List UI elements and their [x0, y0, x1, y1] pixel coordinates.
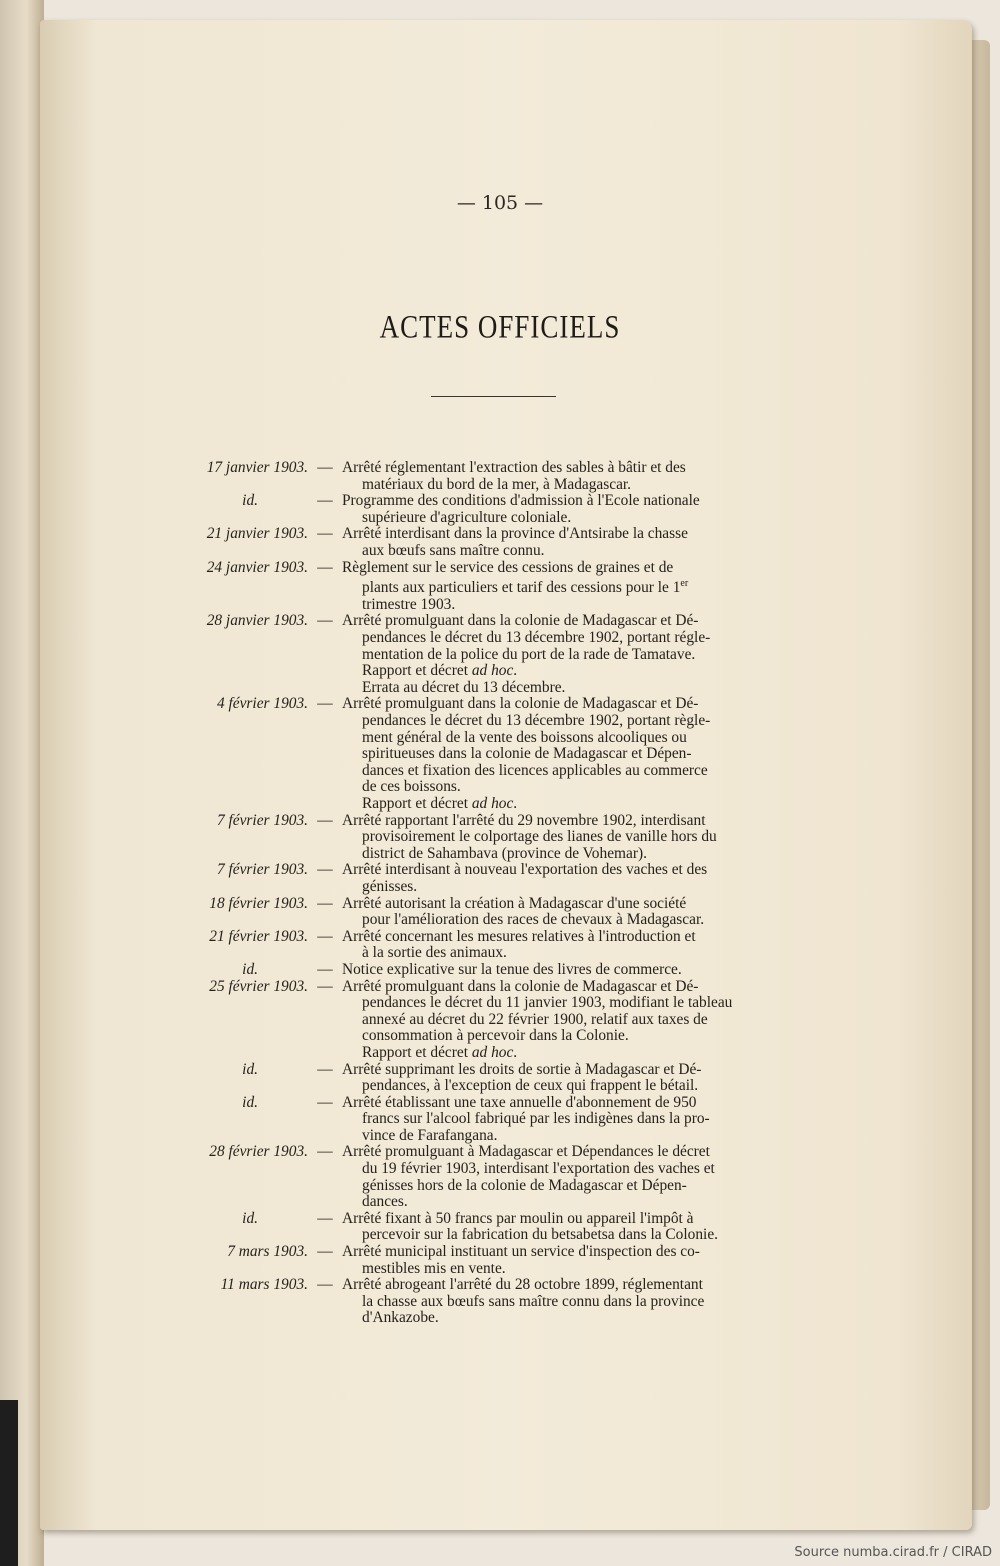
entry-text: [342, 1277, 820, 1327]
entry-date: 17 janvier 1903.: [206, 459, 308, 476]
entry-line: pendances, à l'exception de ceux qui frappent le bétail.: [362, 1077, 699, 1095]
entry-line: Arrêté fixant à 50 francs par moulin ou appareil l'impôt à: [342, 1209, 694, 1227]
entry-text: [342, 526, 820, 559]
entry-date: id.: [242, 1209, 258, 1227]
entry-line: aux bœufs sans maître connu.: [362, 541, 545, 559]
entry-date: 18 février 1903.: [209, 894, 308, 912]
entry-line: spiritueuses dans la colonie de Madagascar et Dépen-: [362, 745, 692, 763]
entry-dash: —: [317, 1143, 333, 1161]
entry-row: [150, 696, 820, 812]
entry-line: matériaux du bord de la mer, à Madagascar.: [362, 475, 632, 493]
entry-line: Arrêté interdisant dans la province d'Antsirabe la chasse: [342, 525, 688, 543]
entry-line: Arrêté promulguant dans la colonie de Madagascar et Dé-: [342, 977, 699, 995]
entry-row: [150, 1095, 820, 1145]
entry-dash: —: [317, 459, 333, 476]
entry-line: Arrêté promulguant à Madagascar et Dépendances le décret: [342, 1143, 710, 1161]
entry-text: [342, 962, 820, 979]
entry-line: ment général de la vente des boissons alcooliques ou: [362, 728, 687, 746]
entry-line: Arrêté promulguant dans la colonie de Madagascar et Dé-: [342, 695, 699, 713]
entry-line: supérieure d'agriculture coloniale.: [362, 508, 572, 526]
page-title: ACTES OFFICIELS: [379, 308, 621, 345]
entry-date: 25 février 1903.: [209, 977, 308, 995]
entry-date: 7 février 1903.: [216, 811, 308, 829]
entry-date: 28 janvier 1903.: [206, 612, 308, 630]
entry-line: Arrêté établissant une taxe annuelle d'abonnement de 950: [342, 1093, 697, 1111]
entry-line: Errata au décret du 13 décembre.: [362, 678, 566, 696]
entry-text: [342, 1062, 820, 1095]
entry-line: dances.: [362, 1193, 408, 1211]
entry-dash: —: [317, 1243, 333, 1261]
entry-dash: —: [317, 492, 333, 510]
entry-dash: —: [317, 811, 333, 829]
entry-line: percevoir sur la fabrication du betsabetsa dans la Colonie.: [362, 1226, 718, 1244]
entry-line: annexé au décret du 22 février 1900, relatif aux taxes de: [362, 1010, 708, 1028]
entry-line: génisses.: [362, 877, 418, 895]
entry-dash: —: [317, 861, 333, 879]
entry-text: [342, 696, 820, 812]
entry-line: génisses hors de la colonie de Madagascar et Dépen-: [362, 1176, 687, 1194]
entry-line: Arrêté concernant les mesures relatives à l'introduction et: [342, 927, 696, 945]
entry-row: [150, 1211, 820, 1244]
entry-dash: —: [317, 1093, 333, 1111]
entry-row: [150, 1144, 820, 1210]
entry-line: provisoirement le colportage des lianes de vanille hors du: [362, 828, 717, 846]
entry-date: 21 janvier 1903.: [206, 525, 308, 543]
entry-line: district de Sahambava (province de Vohemar).: [362, 844, 647, 862]
entry-row: [150, 560, 820, 614]
entry-row: [150, 613, 820, 696]
entry-line: d'Ankazobe.: [362, 1309, 439, 1327]
entry-line: pendances le décret du 13 décembre 1902, portant régle-: [362, 629, 711, 647]
entry-row: [150, 1062, 820, 1095]
entry-line: Arrêté supprimant les droits de sortie à Madagascar et Dé-: [342, 1060, 702, 1078]
entry-date: 28 février 1903.: [209, 1143, 308, 1161]
entry-row: [150, 979, 820, 1062]
entry-date: id.: [242, 1093, 258, 1111]
entry-line: Règlement sur le service des cessions de graines et de: [342, 558, 674, 576]
entry-line: de ces boissons.: [362, 778, 461, 796]
title-rule: [431, 396, 556, 397]
entry-date: 21 février 1903.: [209, 927, 308, 945]
entry-dash: —: [317, 612, 333, 630]
page-number: — 105 —: [456, 192, 544, 214]
entry-row: [150, 493, 820, 526]
entry-dash: —: [317, 1060, 333, 1078]
entry-dash: —: [317, 927, 333, 945]
entry-text: [342, 896, 820, 929]
entry-line: mentation de la police du port de la rade de Tamatave.: [362, 645, 696, 663]
entry-text: [342, 460, 820, 493]
entry-date: 4 février 1903.: [216, 695, 308, 713]
entry-date: 11 mars 1903.: [220, 1276, 308, 1294]
entry-row: [150, 896, 820, 929]
entry-line: vince de Farafangana.: [362, 1126, 498, 1144]
entries-list: [150, 460, 820, 1327]
previous-page-edge: [0, 0, 44, 1566]
entry-row: [150, 460, 820, 493]
entry-line: Arrêté abrogeant l'arrêté du 28 octobre 1899, réglementant: [342, 1276, 703, 1294]
entry-row: [150, 862, 820, 895]
entry-text: [342, 813, 820, 863]
entry-row: [150, 813, 820, 863]
entry-dash: —: [317, 695, 333, 713]
entry-dash: —: [317, 558, 333, 576]
entry-row: [150, 929, 820, 962]
entry-line: du 19 février 1903, interdisant l'exportation des vaches et: [362, 1160, 715, 1178]
entry-text: [342, 862, 820, 895]
entry-line: Notice explicative sur la tenue des livres de commerce.: [342, 960, 682, 978]
entry-line: consommation à percevoir dans la Colonie.: [362, 1027, 629, 1045]
entry-date: 24 janvier 1903.: [206, 558, 308, 576]
entry-row: [150, 526, 820, 559]
entry-line: pendances le décret du 11 janvier 1903, modifiant le tableau: [362, 994, 733, 1012]
entry-line: Arrêté autorisant la création à Madagascar d'une société: [342, 894, 687, 912]
entry-text: [342, 979, 820, 1062]
entry-line: plants aux particuliers et tarif des cessions pour le 1er: [362, 578, 689, 597]
entry-dash: —: [317, 977, 333, 995]
entry-text: [342, 560, 820, 614]
binding-strip: [0, 1400, 18, 1566]
entry-line: Arrêté rapportant l'arrêté du 29 novembre 1902, interdisant: [342, 811, 706, 829]
entry-line: trimestre 1903.: [362, 595, 456, 613]
entry-dash: —: [317, 960, 333, 978]
entry-row: [150, 1277, 820, 1327]
entry-line: Arrêté promulguant dans la colonie de Madagascar et Dé-: [342, 612, 699, 630]
entry-row: [150, 1244, 820, 1277]
entry-date: 7 février 1903.: [216, 861, 308, 879]
entry-line: la chasse aux bœufs sans maître connu dans la province: [362, 1292, 705, 1310]
entry-row: [150, 962, 820, 979]
entry-line: pendances le décret du 13 décembre 1902, portant règle-: [362, 712, 711, 730]
entry-text: [342, 929, 820, 962]
entry-dash: —: [317, 1276, 333, 1294]
entry-text: [342, 493, 820, 526]
entry-date: 7 mars 1903.: [227, 1243, 308, 1261]
entry-text: [342, 1211, 820, 1244]
source-credit: Source numba.cirad.fr / CIRAD: [794, 1545, 992, 1560]
entry-line: Programme des conditions d'admission à l'Ecole nationale: [342, 492, 700, 510]
entry-dash: —: [317, 1209, 333, 1227]
entry-line: dances et fixation des licences applicables au commerce: [362, 761, 708, 779]
entry-dash: —: [317, 525, 333, 543]
entry-line: pour l'amélioration des races de chevaux à Madagascar.: [362, 911, 705, 929]
entry-date: id.: [242, 492, 258, 510]
entry-line: Rapport et décret ad hoc.: [362, 795, 518, 812]
entry-line: Rapport et décret ad hoc.: [362, 1043, 518, 1061]
entry-text: [342, 613, 820, 696]
entry-line: Arrêté réglementant l'extraction des sables à bâtir et des: [342, 459, 686, 476]
entry-date: id.: [242, 1060, 258, 1078]
entry-line: Arrêté interdisant à nouveau l'exportation des vaches et des: [342, 861, 708, 879]
entry-line: mestibles mis en vente.: [362, 1259, 506, 1277]
entry-text: [342, 1144, 820, 1210]
entry-date: id.: [242, 960, 258, 978]
entry-line: francs sur l'alcool fabriqué par les indigènes dans la pro-: [362, 1110, 710, 1128]
entry-line: à la sortie des animaux.: [362, 944, 507, 962]
entry-text: [342, 1095, 820, 1145]
entry-dash: —: [317, 894, 333, 912]
entry-line: Rapport et décret ad hoc.: [362, 662, 518, 680]
entry-text: [342, 1244, 820, 1277]
entry-line: Arrêté municipal instituant un service d'inspection des co-: [342, 1243, 700, 1261]
